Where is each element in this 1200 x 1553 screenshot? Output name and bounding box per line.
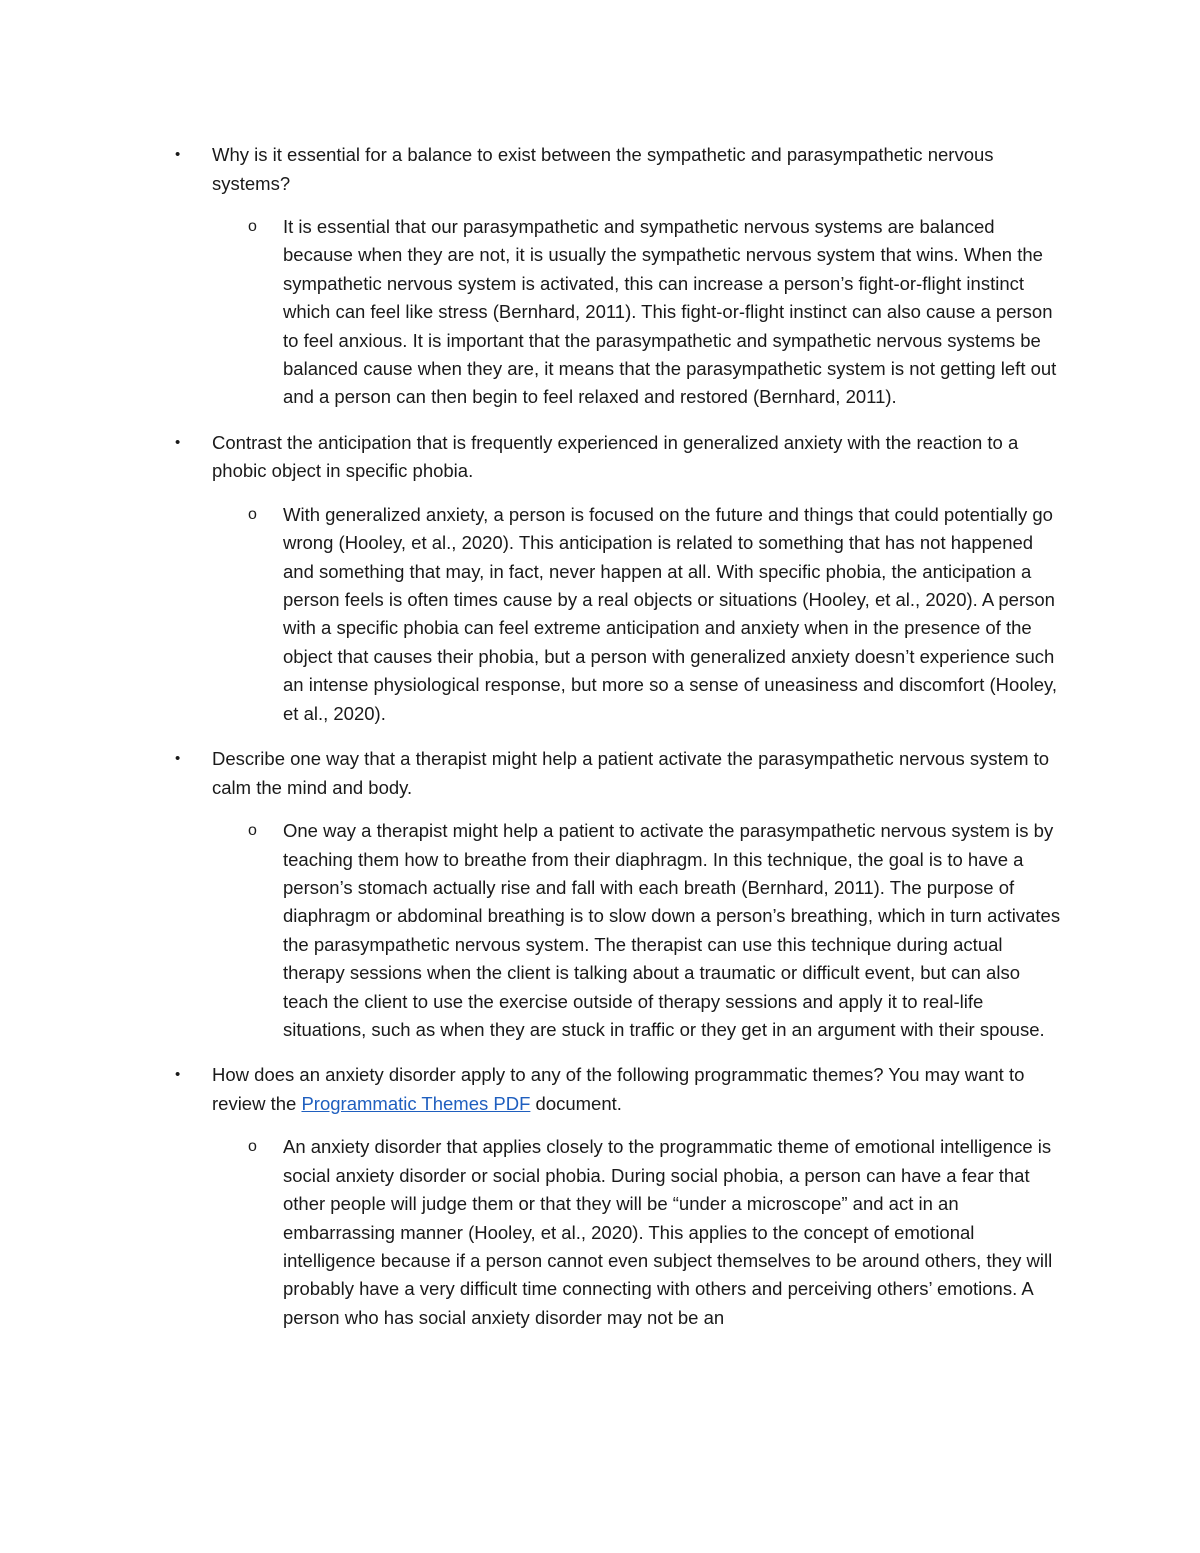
bullet-icon: • [175,1066,181,1084]
question-4-text-before-link: How does an anxiety disorder apply to any of the following programmatic themes? You may want to review the [212,1064,1025,1114]
bullet-icon: • [175,750,181,768]
answer-1 [168,213,1068,412]
programmatic-themes-pdf-link[interactable]: Programmatic Themes PDF [301,1092,531,1114]
qa-block-4 [168,1061,1068,1332]
question-4-text-after-link: document. [530,1092,622,1114]
qa-block-2 [168,429,1068,728]
answer-1-text: It is essential that our parasympathetic and sympathetic nervous systems are balanced because when they are not, it is usually the sympathetic nervous system that wins. When the sympathetic nervous system is activated, this can increase a person’s fight-or-flight instinct which can feel like stress (Bernhard, 2011). This fight-or-flight instinct can also cause a person to feel anxious. It is important that the parasympathetic and sympathetic nervous systems be balanced cause when they are, it means that the parasympathetic system is not getting left out and a person can then begin to feel relaxed and restored (Bernhard, 2011). [283,216,1057,408]
answer-2-text: With generalized anxiety, a person is focused on the future and things that could potentially go wrong (Hooley, et al., 2020). This anticipation is related to something that has not happened and something that may, in fact, never happen at all. With specific phobia, the anticipation a person feels is often times cause by a real objects or situations (Hooley, et al., 2020). A person with a specific phobia can feel extreme anticipation and anxiety when in the presence of the object that causes their phobia, but a person with generalized anxiety doesn’t experience such an intense physiological response, but more so a sense of uneasiness and discomfort (Hooley, et al., 2020). [283,503,1058,724]
sub-bullet-icon: o [248,1138,257,1156]
question-3 [168,745,1068,802]
sub-bullet-icon: o [248,822,257,840]
question-4 [168,1061,1068,1118]
bullet-icon: • [175,146,181,163]
answer-3 [168,817,1068,1044]
question-3-text: Describe one way that a therapist might help a patient activate the parasympathetic nervous system to calm the mind and body. [212,748,1050,798]
answer-3-text: One way a therapist might help a patient to activate the parasympathetic nervous system is by teaching them how to breathe from their diaphragm. In this technique, the goal is to have a person’s stomach actually rise and fall with each breath (Bernhard, 2011). The purpose of diaphragm or abdominal breathing is to slow down a person’s breathing, which in turn activates the parasympathetic nervous system. The therapist can use this technique during actual therapy sessions when the client is talking about a traumatic or difficult event, but can also teach the client to use the exercise outside of therapy sessions and apply it to real-life situations, such as when they are stuck in traffic or they get in an argument with their spouse. [283,820,1061,1040]
qa-block-3 [168,745,1068,1044]
bullet-icon: • [175,433,181,451]
qa-block-1 [168,141,1068,412]
question-2-text: Contrast the anticipation that is frequently experienced in generalized anxiety with the reaction to a phobic object in specific phobia. [212,431,1019,482]
document-body [168,141,1068,1349]
answer-4 [168,1133,1068,1332]
question-1 [168,141,1068,198]
answer-2 [168,501,1068,728]
question-1-text: Why is it essential for a balance to exist between the sympathetic and parasympathetic nervous systems? [212,144,994,194]
question-2 [168,429,1068,486]
sub-bullet-icon: o [248,218,257,235]
answer-4-text: An anxiety disorder that applies closely to the programmatic theme of emotional intelligence is social anxiety disorder or social phobia. During social phobia, a person can have a fear that other people will judge them or that they will be “under a microscope” and act in an embarrassing manner (Hooley, et al., 2020). This applies to the concept of emotional intelligence because if a person cannot even subject themselves to be around others, they will probably have a very difficult time connecting with others and perceiving others’ emotions. A person who has social anxiety disorder may not be an [283,1136,1053,1328]
sub-bullet-icon: o [248,505,257,523]
